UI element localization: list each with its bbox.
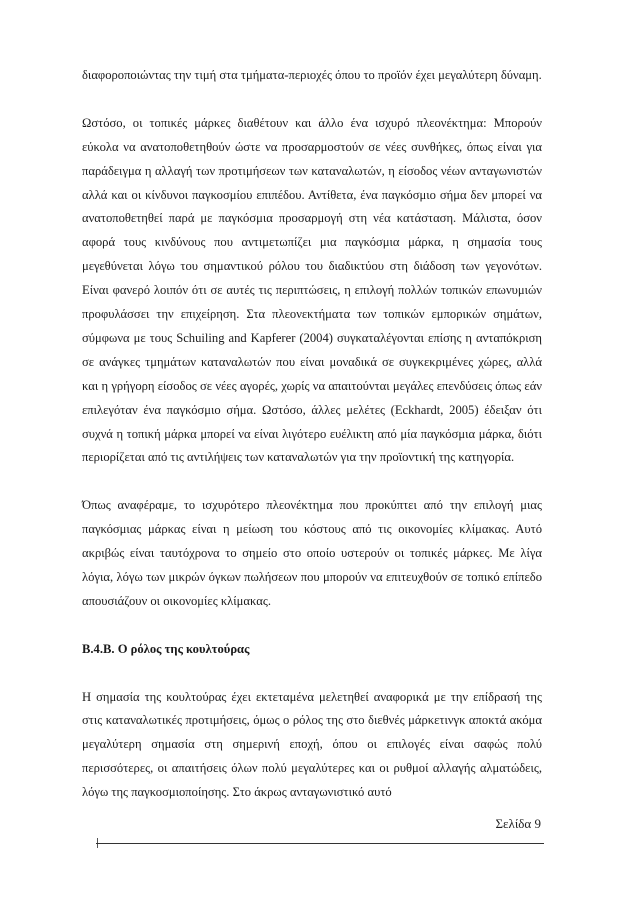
page-number: Σελίδα 9 [495, 816, 541, 831]
section-heading: Β.4.Β. Ο ρόλος της κουλτούρας [82, 641, 250, 656]
paragraph-2: Ωστόσο, οι τοπικές μάρκες διαθέτουν και άλλο ένα ισχυρό πλεονέκτημα: Μπορούν εύκολα να ανατοποθετηθούν ώστε να προσαρμοστούν σε νέες συνθήκες, όπως είναι για παράδειγμα η αλλαγή των προτιμήσεων των καταναλωτών, η είσοδος νέων ανταγωνιστών αλλά και οι κίνδυνοι παγκοσμίου επιπέδου. Αντίθετα, ένα παγκόσμιο σήμα δεν μπορεί να ανατοποθετηθεί παρά με παγκόσμια προσαρμογή στη νέα κατάσταση. Μάλιστα, όσον αφορά τους κινδύνους που αντιμετωπίζει μια παγκόσμια μάρκα, η σημασία τους μεγεθύνεται λόγω του σημαντικού ρόλου του διαδικτύου στη διάδοση των γεγονότων. Είναι φανερό λοιπόν ότι σε αυτές τις περιπτώσεις, η επιλογή πολλών τοπικών επωνυμιών προφυλάσσει την επιχείρηση. Στα πλεονεκτήματα των τοπικών εμπορικών σημάτων, σύμφωνα με τους Schuiling and Kapferer (2004) συγκαταλέγονται επίσης η ανταπόκριση σε ανάγκες τμημάτων καταναλωτών που είναι μοναδικά σε συγκεκριμένες χώρες, αλλά και η γρήγορη είσοδος σε νέες αγορές, χωρίς να απαιτούνται μεγάλες επενδύσεις όπως εάν επιλεγόταν ένα παγκόσμιο σήμα. Ωστόσο, άλλες μελέτες (Eckhardt, 2005) έδειξαν ότι συχνά η τοπική μάρκα μπορεί να είναι λιγότερο ευέλικτη από μία παγκόσμια μάρκα, διότι περιορίζεται από τις αντιλήψεις των καταναλωτών για την προϊοντική της κατηγορία. [82, 115, 542, 465]
paragraph-3: Όπως αναφέραμε, το ισχυρότερο πλεονέκτημα που προκύπτει από την επιλογή μιας παγκόσμιας μάρκας είναι η μείωση του κόστους από τις οικονομίες κλίμακας. Αυτό ακριβώς είναι ταυτόχρονα το σημείο στο οποίο υστερούν οι τοπικές μάρκες. Με λίγα λόγια, λόγω των μικρών όγκων πωλήσεων που μπορούν να επιτευχθούν σε τοπικό επίπεδο απουσιάζουν οι οικονομίες κλίμακας. [82, 498, 542, 608]
paragraph-4: Η σημασία της κουλτούρας έχει εκτεταμένα μελετηθεί αναφορικά με την επίδρασή της στις καταναλωτικές προτιμήσεις, όμως ο ρόλος της στο διεθνές μάρκετινγκ αποκτά ακόμα μεγαλύτερη σημασία στη σημερινή εποχή, όπου οι επιλογές είναι σαφώς πολύ περισσότερες, οι απαιτήσεις όλων πολύ μεγαλύτερες και οι ρυθμοί αλλαγής αλματώδεις, λόγω της παγκοσμιοποίησης. Στο άκρως ανταγωνιστικό αυτό [82, 689, 542, 800]
footer-rule [96, 843, 544, 844]
paragraph-1: διαφοροποιώντας την τιμή στα τμήματα-περιοχές όπου το προϊόν έχει μεγαλύτερη δύναμη. [82, 68, 542, 82]
page-body [82, 64, 542, 805]
